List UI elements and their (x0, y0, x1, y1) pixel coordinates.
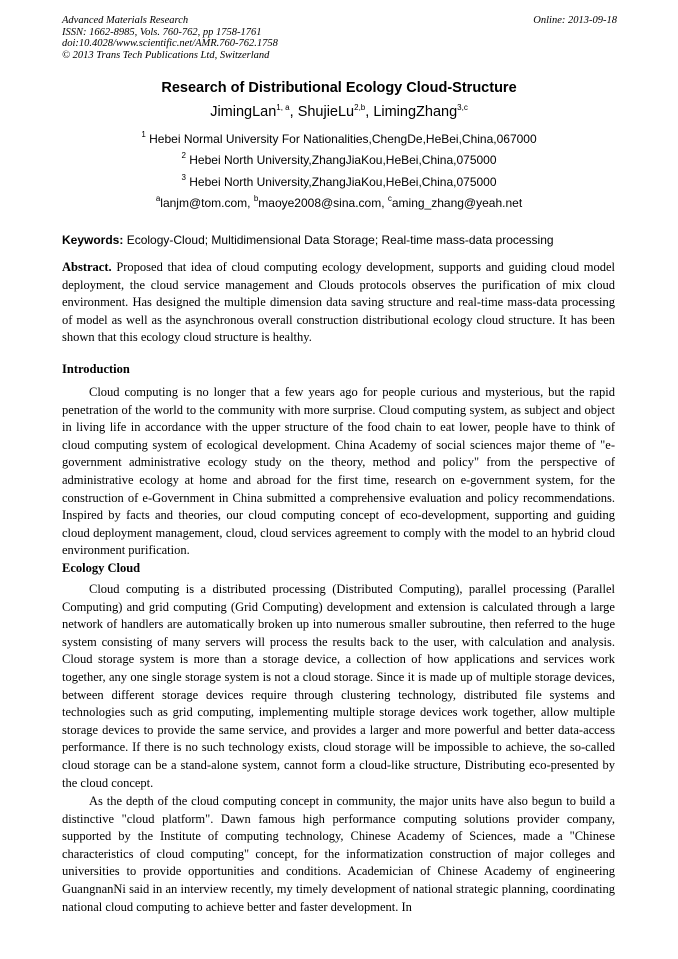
email-address[interactable]: lanjm@tom.com, (160, 196, 251, 210)
doi-line: doi:10.4028/www.scientific.net/AMR.760-762.1758 (62, 38, 278, 49)
affiliation-sup: 3 (181, 173, 186, 182)
affiliation-sup: 2 (181, 151, 186, 160)
email-list (0, 196, 678, 210)
author-sup: 2,b (354, 103, 366, 112)
affiliation (0, 132, 678, 146)
email-address[interactable]: aming_zhang@yeah.net (391, 196, 523, 210)
copyright-line: © 2013 Trans Tech Publications Ltd, Switzerland (62, 49, 270, 61)
email-sup: a (155, 194, 161, 203)
author-name: ShujieLu (297, 104, 355, 120)
author-name: JimingLan (210, 104, 277, 120)
affiliation-sup: 1 (141, 130, 146, 139)
ecology-cloud-body-2 (62, 793, 615, 916)
paragraph: Cloud computing is no longer that a few years ago for people curious and mysterious, but the rapid penetration of the world to the community with more surprise. Cloud computing system, as subject and object in living life in accordance with the upper structure of the food chain to eat lower, people have to think of cloud computing system of ecological development. China Academy of social sciences major theme of "e-government administrative ecology study on the theory, method and policy" from the perspective of administrative ecology at home and abroad for the first time, research on e-government system, for the construction of e-Government in China submitted a comprehensive evaluation and policy recommendations. Inspired by facts and theories, our cloud computing concept of eco-development, supporting and guiding cloud deployment management, cloud, cloud services agreement to comply with the model to an hybrid cloud environment purification. (62, 385, 615, 558)
paragraph: As the depth of the cloud computing concept in community, the major units have also begun to build a distinctive "cloud platform". Dawn famous high performance computing solutions provider company, supported by the Institute of computing technology, Chinese Academy of Sciences, made a "Chinese characteristics of cloud computing" concept, for the informatization construction of major colleges and universities to provide opportunities and conditions. Academician of Chinese Academy of engineering GuangnanNi said in an interview recently, my timely development of national strategic planning, coordinating national cloud computing to achieve better and faster development. In (62, 794, 615, 914)
keywords-text: Ecology-Cloud; Multidimensional Data Storage; Real-time mass-data processing (126, 233, 554, 247)
affiliation (0, 175, 678, 189)
journal-header (62, 15, 617, 61)
journal-name: Advanced Materials Research (62, 15, 189, 26)
email-sup: c (387, 194, 392, 203)
ecology-cloud-body (62, 581, 615, 792)
affiliation-text: Hebei Normal University For Nationalities,ChengDe,HeBei,China,067000 (149, 132, 537, 146)
abstract-text: Proposed that idea of cloud computing ecology development, supports and guiding cloud model deployment, the cloud service management and Clouds protocols observes the purification of mix cloud environment. Has designed the multiple dimension data saving structure and real-time mass-data processing of model as well as the asynchronous overall construction distributional ecology cloud structure. It has been shown that this ecology cloud structure is healthy. (62, 260, 615, 345)
author-name: LimingZhang (373, 104, 458, 120)
author-sup: 1, a (276, 103, 290, 112)
affiliation-text: Hebei North University,ZhangJiaKou,HeBei,China,075000 (189, 153, 497, 167)
section-heading-ecology-cloud: Ecology Cloud (62, 561, 141, 575)
issn-line: ISSN: 1662-8985, Vols. 760-762, pp 1758-1761 (62, 26, 262, 38)
keywords (62, 233, 617, 247)
section-heading-introduction: Introduction (62, 362, 130, 376)
email-sup: b (253, 194, 259, 203)
affiliation-text: Hebei North University,ZhangJiaKou,HeBei,China,075000 (189, 175, 497, 189)
author-sup: 3,c (457, 103, 468, 112)
abstract (62, 259, 615, 347)
introduction-body (62, 384, 615, 560)
affiliation (0, 153, 678, 167)
keywords-label: Keywords: (62, 233, 124, 247)
author-list: JimingLan$^{1, a}$, ShujieLu$^{2,b}$, LimingZhang$^{3,c}$ (210, 103, 468, 120)
online-date: Online: 2013-09-18 (533, 15, 617, 26)
abstract-label: Abstract. (62, 260, 112, 274)
paragraph: Cloud computing is a distributed processing (Distributed Computing), parallel processing (Parallel Computing) and grid computing (Grid Computing) development and extension is calculated through a large network of handlers are automatically broken up into numerous smaller subroutine, then referred to the huge system consisting of many servers will process the results back to the user, with calculation and analysis. Cloud storage system is more than a storage device, a collection of how applications and services work together, any one single storage system is not a cloud storage. Since it is made up of multiple storage devices, between different storage devices require through clustering technology, distributed file systems and technologies such as grid computing, implementing multiple storage devices work together, allow multiple storage devices to provide the same service, and provides a larger and more powerful and better data-access performance. If there is no such technology exists, cloud storage will be impossible to achieve, the so-called cloud storage can be a stand-alone system, cannot form a cloud-like structure, Distributing eco-presented by the cloud concept. (62, 582, 615, 790)
email-address[interactable]: maoye2008@sina.com, (258, 196, 385, 210)
paper-title: Research of Distributional Ecology Cloud-Structure (161, 80, 517, 96)
